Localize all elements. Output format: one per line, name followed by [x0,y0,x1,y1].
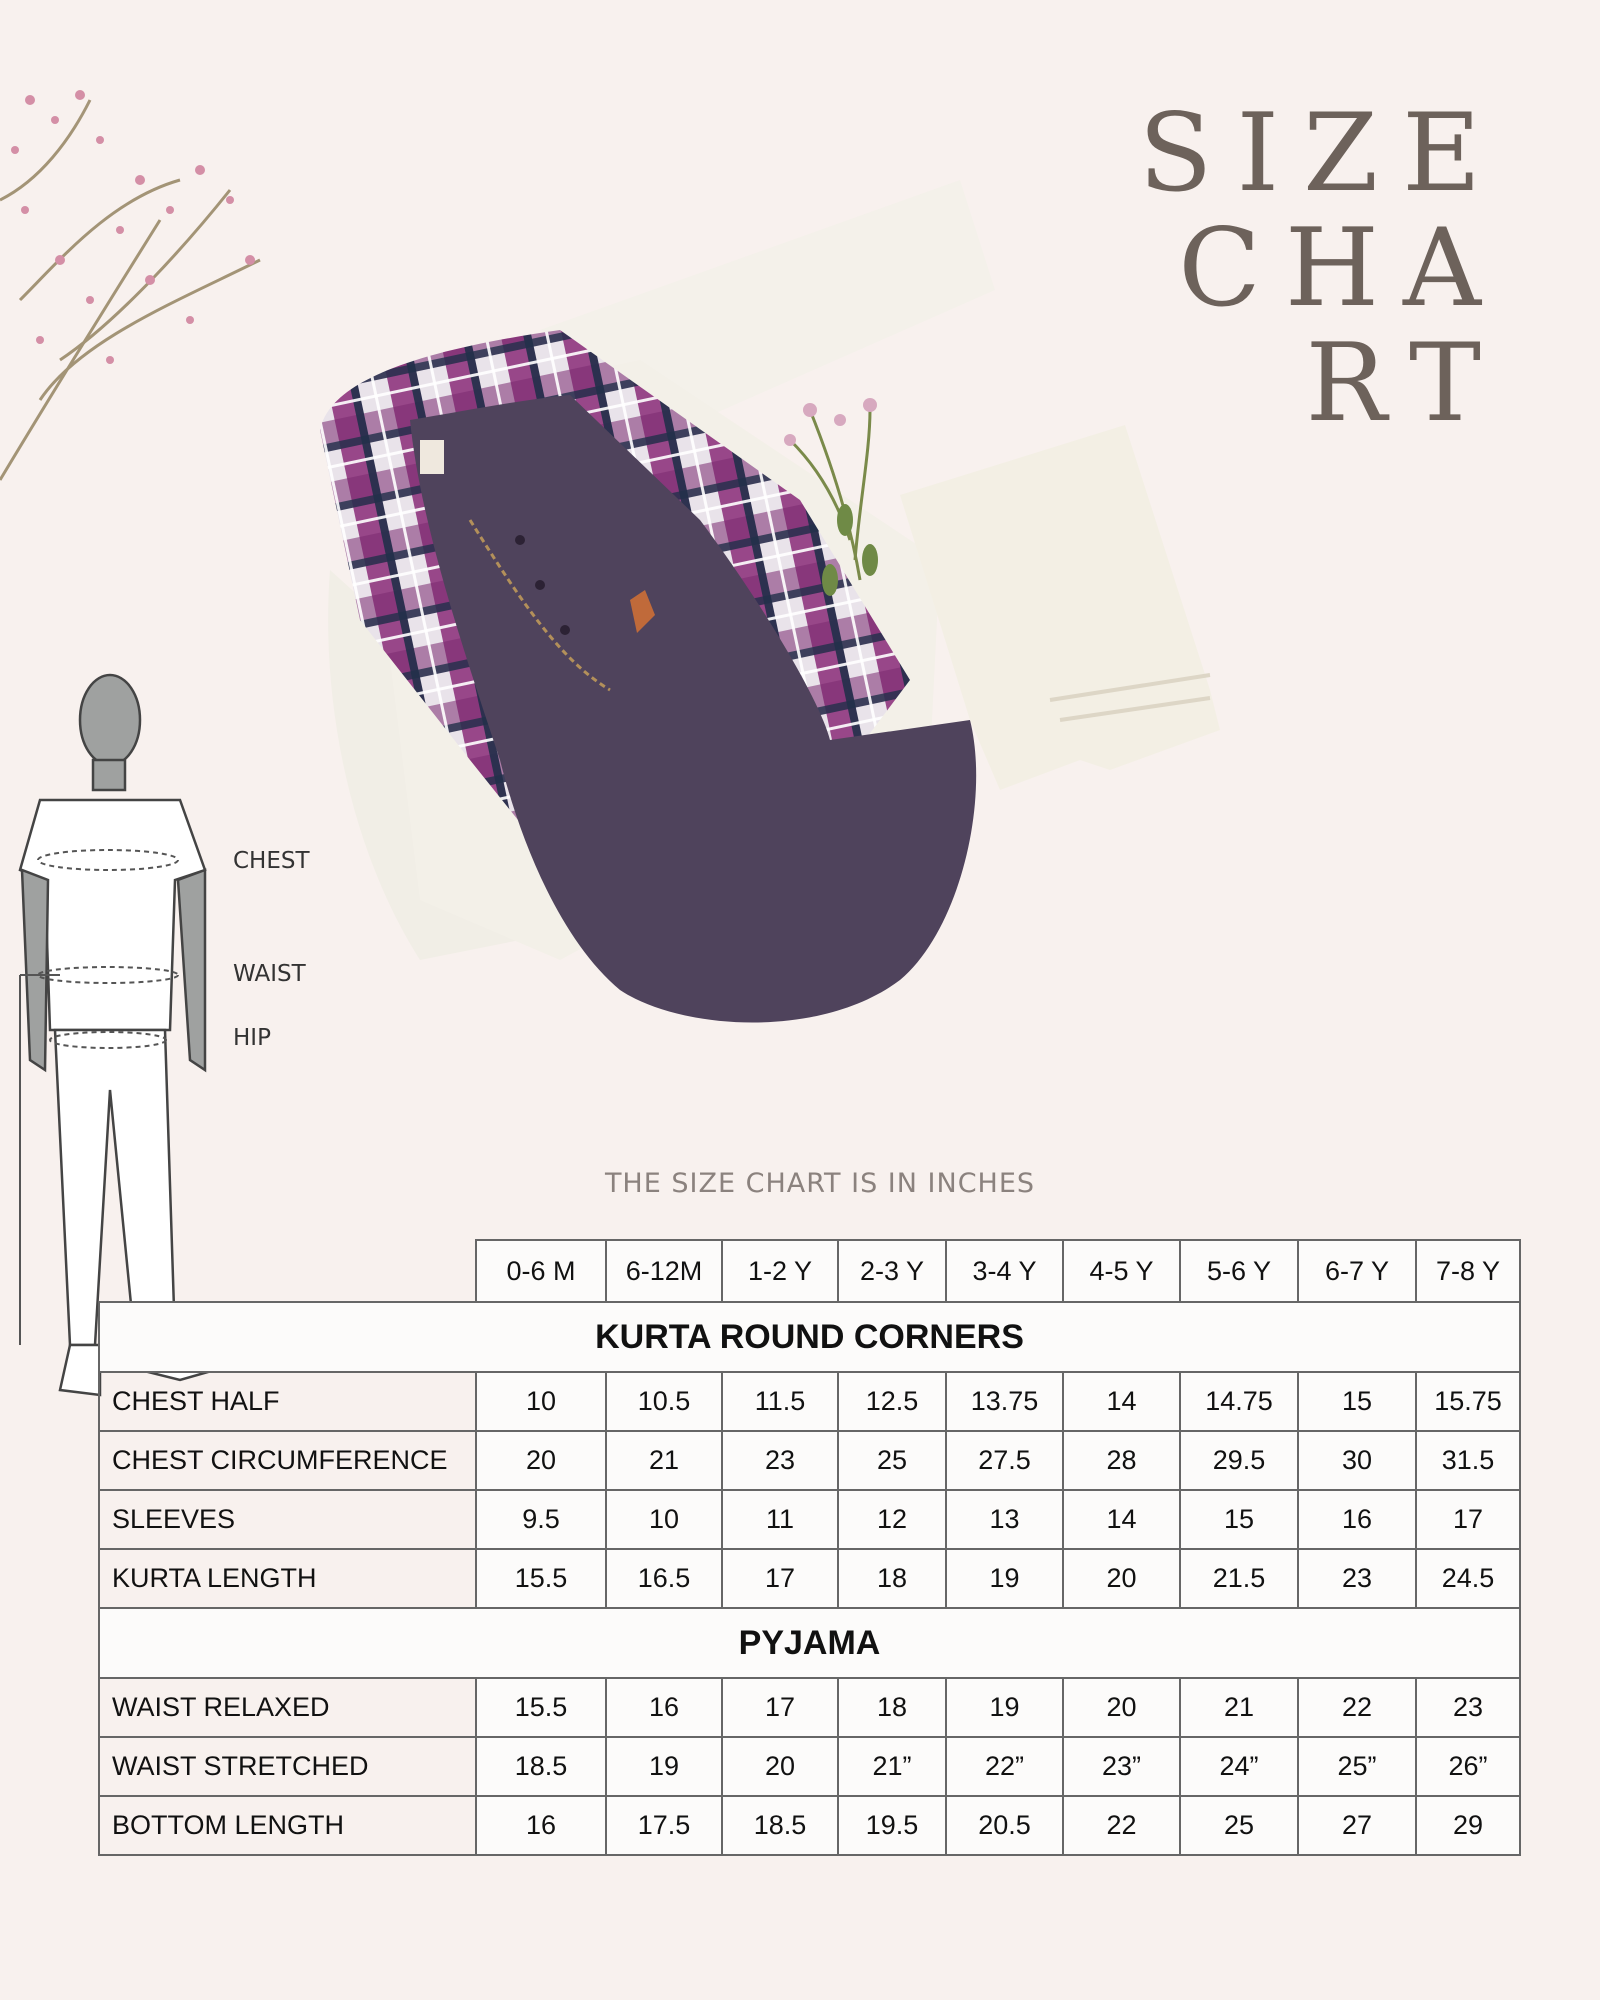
size-header-cell: 0-6 M [476,1240,606,1302]
size-header-cell: 3-4 Y [946,1240,1063,1302]
waist-label: WAIST [233,961,306,987]
measurement-value: 22 [1063,1796,1180,1855]
measurement-label: SLEEVES [99,1490,476,1549]
table-row [99,1737,1520,1796]
measurement-value: 16 [1298,1490,1416,1549]
measurement-value: 24” [1180,1737,1298,1796]
header-blank-cell [99,1240,476,1302]
table-row [99,1431,1520,1490]
hip-label: HIP [233,1025,271,1051]
measurement-value: 20 [722,1737,838,1796]
measurement-value: 10 [476,1372,606,1431]
measurement-value: 19 [946,1549,1063,1608]
measurement-value: 11.5 [722,1372,838,1431]
measurement-value: 14.75 [1180,1372,1298,1431]
measurement-value: 12 [838,1490,946,1549]
measurement-value: 15 [1180,1490,1298,1549]
measurement-value: 23 [722,1431,838,1490]
measurement-value: 18.5 [722,1796,838,1855]
measurement-value: 16 [476,1796,606,1855]
size-header-cell: 7-8 Y [1416,1240,1520,1302]
measurement-value: 25 [838,1431,946,1490]
measurement-value: 18 [838,1549,946,1608]
measurement-value: 13.75 [946,1372,1063,1431]
measurement-value: 29.5 [1180,1431,1298,1490]
measurement-value: 20 [1063,1678,1180,1737]
measurement-value: 24.5 [1416,1549,1520,1608]
measurement-value: 9.5 [476,1490,606,1549]
measurement-value: 20 [476,1431,606,1490]
measurement-value: 21” [838,1737,946,1796]
kurta-section-title: KURTA ROUND CORNERS [99,1302,1520,1372]
measurement-label: CHEST CIRCUMFERENCE [99,1431,476,1490]
measurement-value: 21.5 [1180,1549,1298,1608]
measurement-value: 27.5 [946,1431,1063,1490]
pyjama-section-title: PYJAMA [99,1608,1520,1678]
measurement-value: 23 [1298,1549,1416,1608]
measurement-label: CHEST HALF [99,1372,476,1431]
measurement-value: 14 [1063,1372,1180,1431]
measurement-value: 14 [1063,1490,1180,1549]
measurement-value: 10.5 [606,1372,722,1431]
measurement-value: 20 [1063,1549,1180,1608]
measurement-value: 15.75 [1416,1372,1520,1431]
measurement-value: 21 [606,1431,722,1490]
measurement-value: 16 [606,1678,722,1737]
measurement-value: 16.5 [606,1549,722,1608]
measurement-value: 27 [1298,1796,1416,1855]
measurement-value: 30 [1298,1431,1416,1490]
size-header-cell: 4-5 Y [1063,1240,1180,1302]
table-row [99,1796,1520,1855]
measurement-value: 13 [946,1490,1063,1549]
measurement-value: 18 [838,1678,946,1737]
measurement-value: 26” [1416,1737,1520,1796]
chest-label: CHEST [233,848,310,874]
measurement-value: 15.5 [476,1678,606,1737]
inches-note: THE SIZE CHART IS IN INCHES [604,1168,1036,1199]
title-line-3: RT [1305,321,1505,446]
measurement-value: 31.5 [1416,1431,1520,1490]
measurement-value: 21 [1180,1678,1298,1737]
measurement-value: 22 [1298,1678,1416,1737]
size-header-cell: 6-7 Y [1298,1240,1416,1302]
measurement-value: 22” [946,1737,1063,1796]
measurement-label: WAIST STRETCHED [99,1737,476,1796]
measurement-value: 19.5 [838,1796,946,1855]
measurement-value: 12.5 [838,1372,946,1431]
size-header-row [99,1240,1520,1302]
flower-branch [0,100,260,480]
measurement-value: 19 [606,1737,722,1796]
measurement-label: BOTTOM LENGTH [99,1796,476,1855]
measurement-value: 28 [1063,1431,1180,1490]
size-header-cell: 5-6 Y [1180,1240,1298,1302]
measurement-value: 23” [1063,1737,1180,1796]
measurement-value: 17 [722,1549,838,1608]
size-header-cell: 2-3 Y [838,1240,946,1302]
measurement-value: 29 [1416,1796,1520,1855]
size-header-cell: 6-12M [606,1240,722,1302]
measurement-value: 19 [946,1678,1063,1737]
measurement-value: 18.5 [476,1737,606,1796]
measurement-value: 17 [1416,1490,1520,1549]
measurement-value: 25” [1298,1737,1416,1796]
measurement-value: 23 [1416,1678,1520,1737]
title-line-2: CHA [1178,206,1505,331]
measurement-value: 20.5 [946,1796,1063,1855]
measurement-value: 11 [722,1490,838,1549]
measurement-value: 25 [1180,1796,1298,1855]
table-row [99,1678,1520,1737]
measurement-value: 17 [722,1678,838,1737]
measurement-label: WAIST RELAXED [99,1678,476,1737]
measurement-value: 10 [606,1490,722,1549]
measurement-value: 15 [1298,1372,1416,1431]
table-row [99,1372,1520,1431]
size-header-cell: 1-2 Y [722,1240,838,1302]
measurement-value: 15.5 [476,1549,606,1608]
title-line-1: SIZE [1138,91,1505,216]
measurement-value: 17.5 [606,1796,722,1855]
measurement-label: KURTA LENGTH [99,1549,476,1608]
kurta-section-row [99,1302,1520,1372]
table-row [99,1490,1520,1549]
pyjama-section-row [99,1608,1520,1678]
table-row [99,1549,1520,1608]
size-table [98,1239,1521,1856]
